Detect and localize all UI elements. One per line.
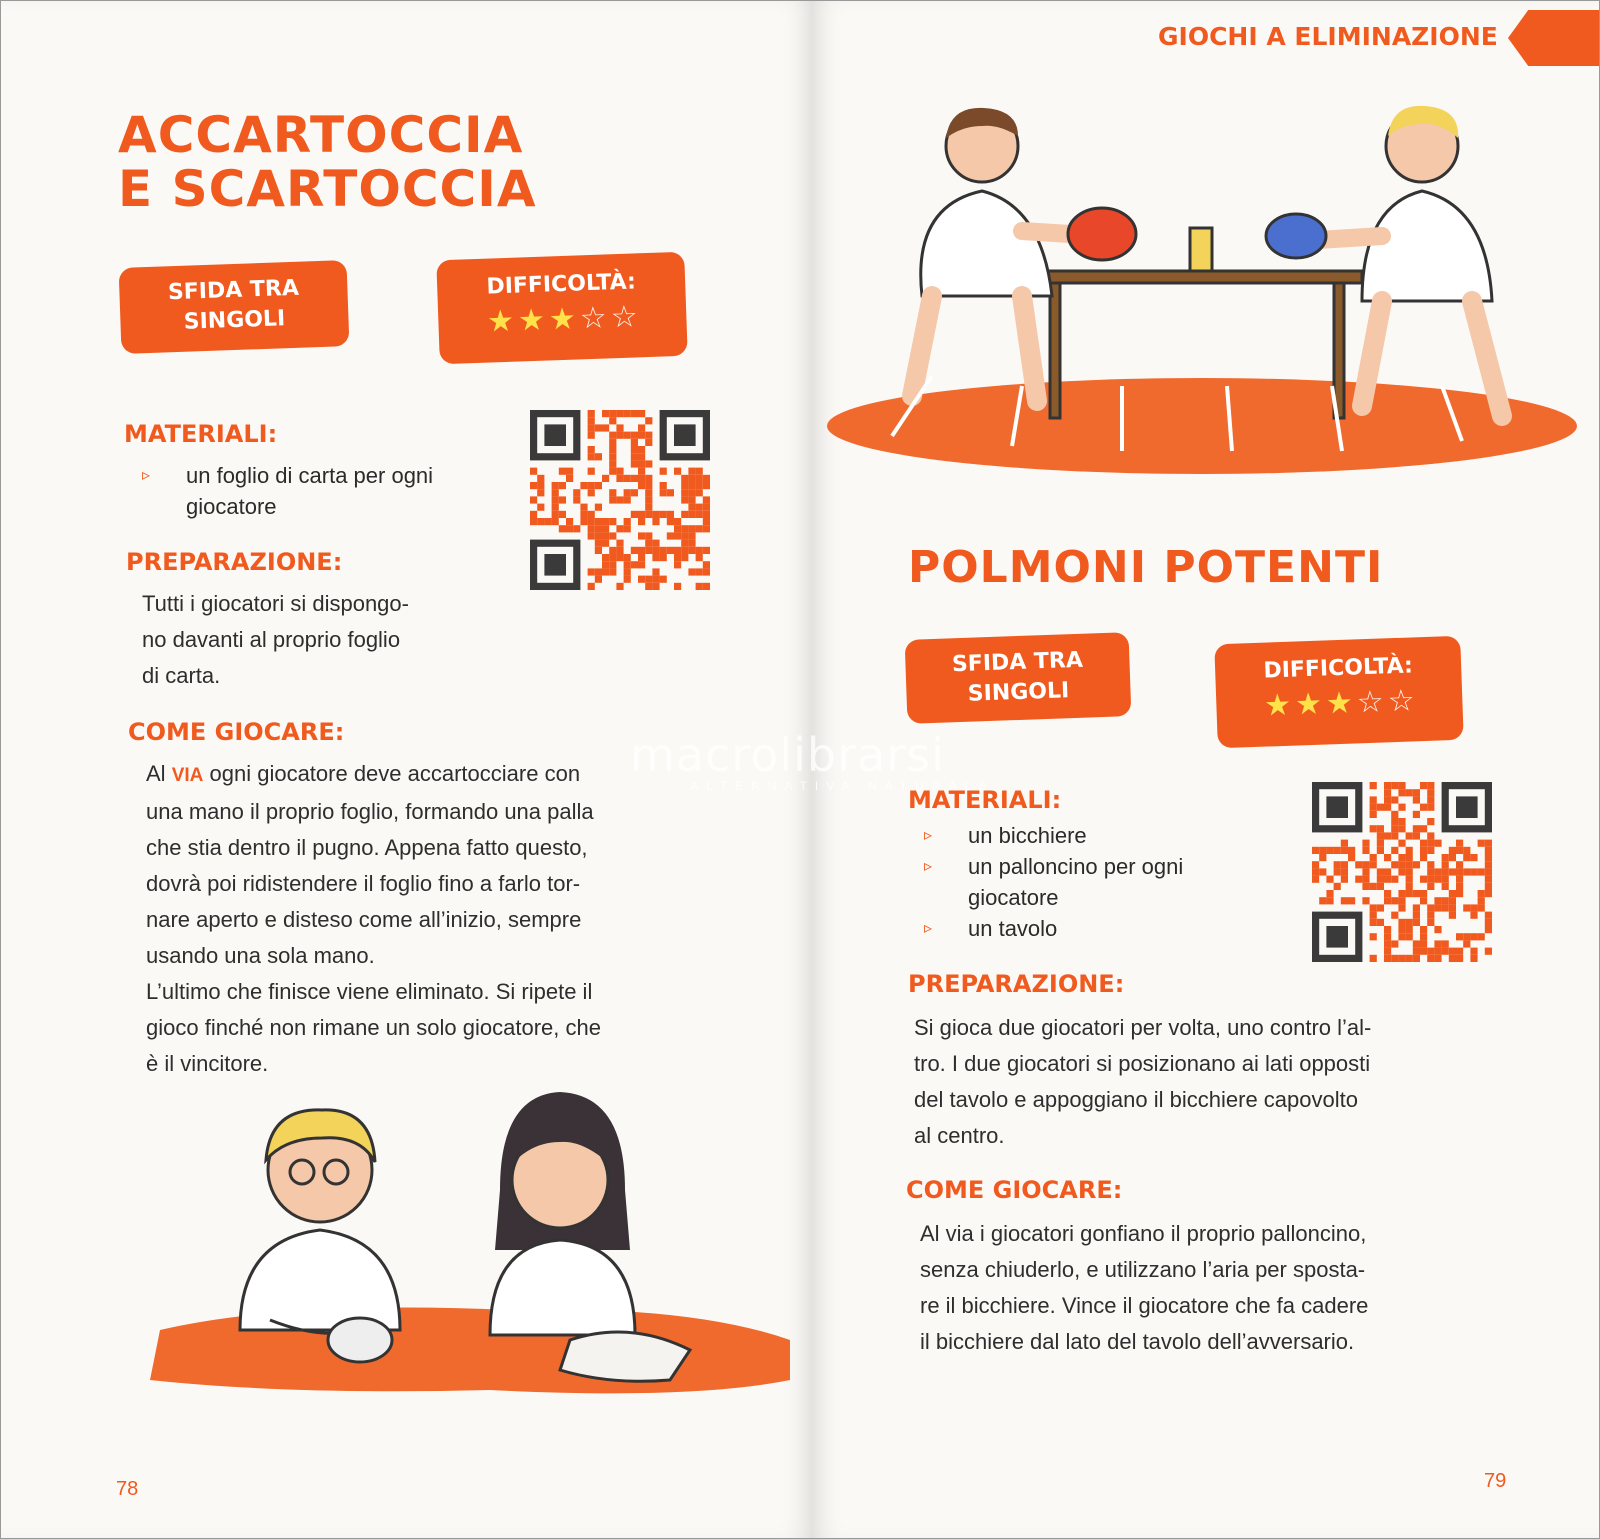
left-preparation-heading: PREPARAZIONE: xyxy=(126,548,343,576)
right-challenge-line2: SINGOLI xyxy=(967,678,1070,707)
filled-star-icon: ★ xyxy=(1325,685,1354,722)
empty-star-icon: ☆ xyxy=(579,300,608,337)
right-preparation-line: al centro. xyxy=(914,1123,1005,1148)
balloon-game-illustration xyxy=(822,96,1582,476)
left-challenge-badge xyxy=(119,260,350,354)
left-preparation-text xyxy=(142,586,502,694)
triangle-bullet-icon: ▹ xyxy=(142,467,151,484)
right-preparation-text xyxy=(914,1010,1514,1154)
left-difficulty-badge xyxy=(436,252,687,365)
right-challenge-line1: SFIDA TRA xyxy=(951,647,1084,678)
left-challenge-line1: SFIDA TRA xyxy=(167,275,300,306)
filled-star-icon: ★ xyxy=(1294,686,1323,723)
material-item xyxy=(922,913,1252,944)
filled-star-icon: ★ xyxy=(548,301,577,338)
via-keyword: VIA xyxy=(171,765,204,786)
left-how-to-play-line: gioco finché non rimane un solo giocatore, che xyxy=(146,1015,601,1040)
left-challenge-line2: SINGOLI xyxy=(183,306,286,335)
triangle-bullet-icon: ▹ xyxy=(924,827,933,844)
left-how-to-play-line: è il vincitore. xyxy=(146,1051,269,1076)
right-preparation-line: Si gioca due giocatori per volta, uno contro l’al- xyxy=(914,1015,1372,1040)
left-how-to-play-line1-rest: ogni giocatore deve accartocciare con xyxy=(209,761,581,786)
left-materials-list xyxy=(140,460,440,522)
material-text: un bicchiere xyxy=(968,823,1087,848)
left-difficulty-label: DIFFICOLTÀ: xyxy=(486,269,637,300)
watermark-logo: macrolibrarsi xyxy=(630,728,945,782)
right-title: POLMONI POTENTI xyxy=(908,542,1384,593)
header-tab-arrow xyxy=(1508,10,1600,66)
running-header: GIOCHI A ELIMINAZIONE xyxy=(1158,22,1498,51)
left-how-to-play-text xyxy=(146,756,726,1082)
filled-star-icon: ★ xyxy=(1263,687,1292,724)
left-title-line2: E SCARTOCCIA xyxy=(118,160,537,218)
right-how-to-play-line: Al via i giocatori gonfiano il proprio palloncino, xyxy=(920,1221,1367,1246)
right-how-to-play-heading: COME GIOCARE: xyxy=(906,1176,1123,1204)
right-difficulty-label: DIFFICOLTÀ: xyxy=(1263,653,1414,684)
left-how-to-play-line: usando una sola mano. xyxy=(146,943,375,968)
left-title xyxy=(118,108,537,216)
right-materials-list xyxy=(922,820,1252,944)
left-difficulty-stars xyxy=(438,300,687,341)
left-how-to-play-line: che stia dentro il pugno. Appena fatto questo, xyxy=(146,835,588,860)
empty-star-icon: ☆ xyxy=(610,299,639,336)
triangle-bullet-icon: ▹ xyxy=(924,858,933,875)
watermark-tagline: ALTERNATIVA NATURALE xyxy=(690,779,996,793)
empty-star-icon: ☆ xyxy=(1387,683,1416,720)
triangle-bullet-icon: ▹ xyxy=(924,920,933,937)
left-materials-heading: MATERIALI: xyxy=(124,420,278,448)
left-how-to-play-line: una mano il proprio foglio, formando una palla xyxy=(146,799,594,824)
right-difficulty-stars xyxy=(1216,684,1463,725)
empty-star-icon: ☆ xyxy=(1356,684,1385,721)
left-how-to-play-line: dovrà poi ridistendere il foglio fino a farlo tor- xyxy=(146,871,581,896)
right-challenge-badge xyxy=(905,632,1132,724)
material-item xyxy=(140,460,440,522)
right-preparation-line: del tavolo e appoggiano il bicchiere capovolto xyxy=(914,1087,1358,1112)
right-preparation-heading: PREPARAZIONE: xyxy=(908,970,1125,998)
filled-star-icon: ★ xyxy=(486,303,515,340)
right-qr-code xyxy=(1312,782,1492,962)
right-preparation-line: tro. I due giocatori si posizionano ai lati opposti xyxy=(914,1051,1371,1076)
filled-star-icon: ★ xyxy=(517,302,546,339)
left-how-to-play-intro: Al xyxy=(146,761,166,786)
material-text: un palloncino per ogni giocatore xyxy=(968,854,1184,910)
left-preparation-line: di carta. xyxy=(142,663,221,688)
left-preparation-line: Tutti i giocatori si dispongo- xyxy=(142,591,409,616)
right-page-number: 79 xyxy=(1484,1470,1507,1492)
right-how-to-play-line: il bicchiere dal lato del tavolo dell’avversario. xyxy=(920,1329,1355,1354)
right-materials-heading: MATERIALI: xyxy=(908,786,1062,814)
right-how-to-play-line: senza chiuderlo, e utilizzano l’aria per sposta- xyxy=(920,1257,1366,1282)
material-item xyxy=(922,820,1252,851)
right-how-to-play-text xyxy=(920,1216,1520,1360)
left-title-line1: ACCARTOCCIA xyxy=(118,106,524,164)
left-preparation-line: no davanti al proprio foglio xyxy=(142,627,401,652)
right-how-to-play-line: re il bicchiere. Vince il giocatore che fa cadere xyxy=(920,1293,1369,1318)
material-item xyxy=(922,851,1252,913)
kids-crumpling-paper-illustration xyxy=(90,1080,810,1410)
right-difficulty-badge xyxy=(1214,636,1463,749)
left-how-to-play-heading: COME GIOCARE: xyxy=(128,718,345,746)
left-how-to-play-line: nare aperto e disteso come all’inizio, sempre xyxy=(146,907,582,932)
material-text: un tavolo xyxy=(968,916,1058,941)
material-text: un foglio di carta per ogni giocatore xyxy=(186,463,434,519)
left-page-number: 78 xyxy=(116,1478,139,1500)
left-how-to-play-line: L’ultimo che finisce viene eliminato. Si ripete il xyxy=(146,979,593,1004)
left-how-to-play-lines xyxy=(146,794,726,1082)
left-qr-code xyxy=(530,410,710,590)
